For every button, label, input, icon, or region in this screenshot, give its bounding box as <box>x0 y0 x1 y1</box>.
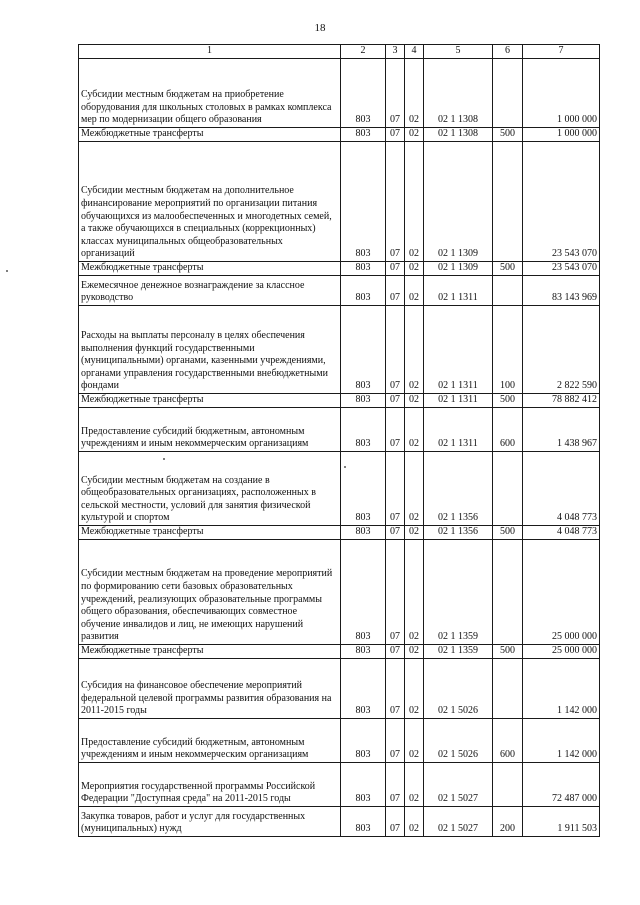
col-header-vid: 6 <box>493 45 523 59</box>
row-amount: 23 543 070 <box>523 142 600 262</box>
row-target: 02 1 5026 <box>424 659 493 719</box>
row-ministry: 803 <box>341 452 386 526</box>
row-subsection: 02 <box>405 394 424 408</box>
table-row <box>79 540 600 645</box>
row-name: Субсидии местным бюджетам на приобретение оборудования для школьных столовых в рамках комплекса мер по модернизации общего образования <box>79 59 341 128</box>
col-header-name: 1 <box>79 45 341 59</box>
table-row <box>79 719 600 763</box>
row-ministry: 803 <box>341 306 386 394</box>
row-subsection: 02 <box>405 645 424 659</box>
col-header-amount: 7 <box>523 45 600 59</box>
row-target: 02 1 1309 <box>424 262 493 276</box>
row-ministry: 803 <box>341 540 386 645</box>
row-ministry: 803 <box>341 645 386 659</box>
row-section: 07 <box>386 526 405 540</box>
col-header-section: 3 <box>386 45 405 59</box>
row-subsection: 02 <box>405 807 424 837</box>
row-vid: 200 <box>493 807 523 837</box>
row-section: 07 <box>386 128 405 142</box>
row-ministry: 803 <box>341 59 386 128</box>
row-section: 07 <box>386 645 405 659</box>
row-vid <box>493 59 523 128</box>
row-vid: 500 <box>493 262 523 276</box>
row-section: 07 <box>386 394 405 408</box>
row-name: Межбюджетные трансферты <box>79 526 341 540</box>
row-name: Межбюджетные трансферты <box>79 128 341 142</box>
row-ministry: 803 <box>341 526 386 540</box>
row-amount: 1 142 000 <box>523 659 600 719</box>
row-target: 02 1 1359 <box>424 540 493 645</box>
row-amount: 78 882 412 <box>523 394 600 408</box>
row-target: 02 1 5027 <box>424 763 493 807</box>
row-subsection: 02 <box>405 276 424 306</box>
row-vid: 500 <box>493 394 523 408</box>
row-vid: 500 <box>493 526 523 540</box>
table-row <box>79 763 600 807</box>
row-amount: 1 142 000 <box>523 719 600 763</box>
row-subsection: 02 <box>405 59 424 128</box>
row-target: 02 1 1359 <box>424 645 493 659</box>
row-amount: 23 543 070 <box>523 262 600 276</box>
row-ministry: 803 <box>341 659 386 719</box>
row-section: 07 <box>386 408 405 452</box>
row-amount: 1 000 000 <box>523 128 600 142</box>
row-subsection: 02 <box>405 262 424 276</box>
row-amount: 72 487 000 <box>523 763 600 807</box>
row-subsection: 02 <box>405 540 424 645</box>
row-section: 07 <box>386 540 405 645</box>
row-vid <box>493 540 523 645</box>
row-target: 02 1 1308 <box>424 128 493 142</box>
row-subsection: 02 <box>405 408 424 452</box>
row-subsection: 02 <box>405 719 424 763</box>
row-section: 07 <box>386 142 405 262</box>
row-vid: 500 <box>493 645 523 659</box>
row-ministry: 803 <box>341 128 386 142</box>
row-target: 02 1 1311 <box>424 408 493 452</box>
row-name: Предоставление субсидий бюджетным, автономным учреждениям и иным некоммерческим организациям <box>79 719 341 763</box>
row-section: 07 <box>386 719 405 763</box>
row-target: 02 1 1308 <box>424 59 493 128</box>
row-subsection: 02 <box>405 452 424 526</box>
row-vid: 600 <box>493 719 523 763</box>
row-subsection: 02 <box>405 763 424 807</box>
table-row <box>79 128 600 142</box>
row-name: Предоставление субсидий бюджетным, автономным учреждениям и иным некоммерческим организациям <box>79 408 341 452</box>
row-section: 07 <box>386 659 405 719</box>
budget-table <box>78 44 600 837</box>
row-ministry: 803 <box>341 142 386 262</box>
row-name: Субсидии местным бюджетам на дополнительное финансирование мероприятий по организации питания обучающихся из малообеспеченных и многодетных семей, а также обучающихся в специальных (коррекционных) классах муниципальных общеобразовательных организаций <box>79 142 341 262</box>
row-section: 07 <box>386 306 405 394</box>
row-target: 02 1 5026 <box>424 719 493 763</box>
row-target: 02 1 5027 <box>424 807 493 837</box>
row-target: 02 1 1309 <box>424 142 493 262</box>
row-target: 02 1 1311 <box>424 276 493 306</box>
row-ministry: 803 <box>341 262 386 276</box>
row-name: Закупка товаров, работ и услуг для государственных (муниципальных) нужд <box>79 807 341 837</box>
row-section: 07 <box>386 763 405 807</box>
row-ministry: 803 <box>341 394 386 408</box>
row-vid <box>493 142 523 262</box>
row-name: Субсидия на финансовое обеспечение мероприятий федеральной целевой программы развития образования на 2011-2015 годы <box>79 659 341 719</box>
row-target: 02 1 1311 <box>424 306 493 394</box>
row-amount: 1 438 967 <box>523 408 600 452</box>
row-subsection: 02 <box>405 526 424 540</box>
header-row <box>79 45 600 59</box>
row-subsection: 02 <box>405 142 424 262</box>
row-vid: 500 <box>493 128 523 142</box>
table-row <box>79 807 600 837</box>
row-vid <box>493 763 523 807</box>
row-amount: 2 822 590 <box>523 306 600 394</box>
scan-speck <box>6 270 8 272</box>
row-amount: 25 000 000 <box>523 645 600 659</box>
table-row <box>79 645 600 659</box>
row-ministry: 803 <box>341 763 386 807</box>
table-row <box>79 59 600 128</box>
row-amount: 4 048 773 <box>523 452 600 526</box>
row-amount: 1 911 503 <box>523 807 600 837</box>
row-subsection: 02 <box>405 128 424 142</box>
col-header-subsection: 4 <box>405 45 424 59</box>
row-amount: 1 000 000 <box>523 59 600 128</box>
row-name: Межбюджетные трансферты <box>79 394 341 408</box>
row-vid <box>493 452 523 526</box>
table-row <box>79 452 600 526</box>
table-row <box>79 408 600 452</box>
table-row <box>79 306 600 394</box>
row-amount: 4 048 773 <box>523 526 600 540</box>
row-section: 07 <box>386 452 405 526</box>
table-row <box>79 526 600 540</box>
row-section: 07 <box>386 276 405 306</box>
row-vid <box>493 276 523 306</box>
row-name: Ежемесячное денежное вознаграждение за классное руководство <box>79 276 341 306</box>
row-name: Межбюджетные трансферты <box>79 262 341 276</box>
col-header-ministry: 2 <box>341 45 386 59</box>
table-row <box>79 659 600 719</box>
row-section: 07 <box>386 262 405 276</box>
row-section: 07 <box>386 807 405 837</box>
row-vid <box>493 659 523 719</box>
row-vid: 100 <box>493 306 523 394</box>
row-subsection: 02 <box>405 306 424 394</box>
row-name: Мероприятия государственной программы Российской Федерации "Доступная среда" на 2011-2015 годы <box>79 763 341 807</box>
row-amount: 83 143 969 <box>523 276 600 306</box>
row-section: 07 <box>386 59 405 128</box>
row-ministry: 803 <box>341 408 386 452</box>
row-ministry: 803 <box>341 807 386 837</box>
row-name: Субсидии местным бюджетам на создание в общеобразовательных организациях, расположенных в сельской местности, условий для занятия физической культурой и спортом <box>79 452 341 526</box>
row-amount: 25 000 000 <box>523 540 600 645</box>
row-name: Субсидии местным бюджетам на проведение мероприятий по формированию сети базовых образовательных учреждений, реализующих образовательные программы общего образования, обеспечивающих совместное обучение инвалидов и лиц, не имеющих нарушений развития <box>79 540 341 645</box>
row-ministry: 803 <box>341 719 386 763</box>
row-ministry: 803 <box>341 276 386 306</box>
col-header-target: 5 <box>424 45 493 59</box>
table-row <box>79 142 600 262</box>
row-target: 02 1 1311 <box>424 394 493 408</box>
table-row <box>79 262 600 276</box>
row-target: 02 1 1356 <box>424 452 493 526</box>
scan-speck <box>344 466 346 468</box>
table-row <box>79 276 600 306</box>
row-target: 02 1 1356 <box>424 526 493 540</box>
row-subsection: 02 <box>405 659 424 719</box>
page-number: 18 <box>314 22 326 34</box>
scan-speck <box>163 458 165 460</box>
row-name: Межбюджетные трансферты <box>79 645 341 659</box>
row-name: Расходы на выплаты персоналу в целях обеспечения выполнения функций государственными (муниципальными) органами, казенными учреждениями, органами управления государственными внебюджетными фондами <box>79 306 341 394</box>
table-row <box>79 394 600 408</box>
row-vid: 600 <box>493 408 523 452</box>
